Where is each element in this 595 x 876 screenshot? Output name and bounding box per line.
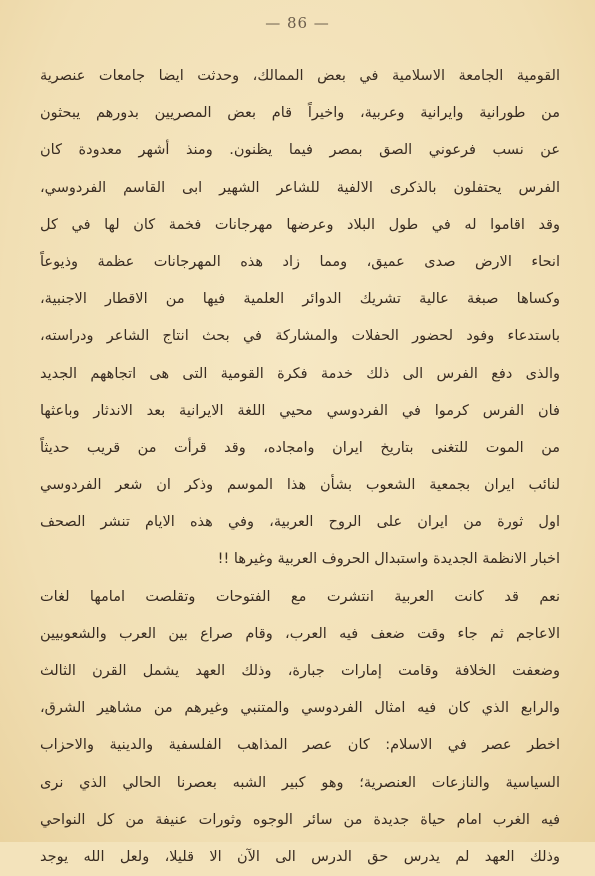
text-line: الفرس يحتفلون بالذكرى الالفية للشاعر الشهير ابى القاسم الفردوسي، [40,179,560,196]
paragraph-2 [40,579,560,876]
text-line: اخبار الانظمة الجديدة واستبدال الحروف العربية وغيرها !! [217,551,560,568]
text-line: من طورانية وايرانية وعربية، واخيراً قام بعض المصريين بدورهم يبحثون [40,105,560,122]
text-line: من الموت للتغنى بتاريخ ايران وامجاده، وقد قرأت من قريب حديثاً [40,439,560,456]
text-line: الاعاجم ثم جاء وقت ضعف فيه العرب، وقام صراع بين العرب والشعوبيين [40,625,560,642]
body-text [40,58,560,876]
paragraph-1 [40,58,560,579]
text-line: لنائب ايران بجمعية الشعوب بشأن هذا الموسم وذكر ان شعر الفردوسي [40,477,560,494]
text-line: فيه الغرب امام حياة جديدة من سائر الوجوه وثورات عنيفة من كل النواحي [40,811,560,828]
page-number: — 86 — [265,14,330,32]
text-line: والذى دفع الفرس الى ذلك خدمة فكرة القومية التى هى اتجاههم الجديد [40,365,560,382]
text-line: عن نسب فرعوني الصق بمصر فيما يظنون. ومنذ أشهر معدودة كان [40,142,560,159]
text-line: نعم قد كانت العربية انتشرت مع الفتوحات وتقلصت امامها لغات [40,588,560,605]
text-line: وكساها صبغة عالية تشريك الدوائر العلمية فيها من الاقطار الاجنبية، [40,291,560,308]
text-line: القومية الجامعة الاسلامية في بعض الممالك، وحدثت ايضا جامعات عنصرية [40,68,560,84]
text-line: اخطر عصر في الاسلام: كان عصر المذاهب الفلسفية والدينية والاحزاب [40,737,560,754]
text-line: وضعفت الخلافة وقامت إمارات جبارة، وذلك العهد يشمل القرن الثالث [40,663,560,679]
text-line: وذلك العهد لم يدرس حق الدرس الى الآن الا قليلا، ولعل الله يوجد [40,848,560,865]
text-line: وقد اقاموا له في طول البلاد وعرضها مهرجانات فخمة كان لها في كل [40,216,560,233]
text-line: اول ثورة من ايران على الروح العربية، وفي هذه الايام تنشر الصحف [40,514,560,531]
text-line: انحاء الارض صدى عميق، ومما زاد هذه المهرجانات عظمة وذيوعاً [40,253,560,270]
text-line: والرابع الذي كان فيه امثال الفردوسي والمتنبي وغيرهم من مشاهير الشرق، [40,700,560,717]
text-line: فان الفرس كرموا في الفردوسي محيي اللغة الايرانية بعد الاندثار وباعثها [40,402,560,419]
text-line: باستدعاء وفود لحضور الحفلات والمشاركة في بحث انتاج الشاعر ودراسته، [40,328,560,345]
text-line: السياسية والنازعات العنصرية؛ وهو كبير الشبه بعصرنا الحالي الذي نرى [40,774,560,791]
